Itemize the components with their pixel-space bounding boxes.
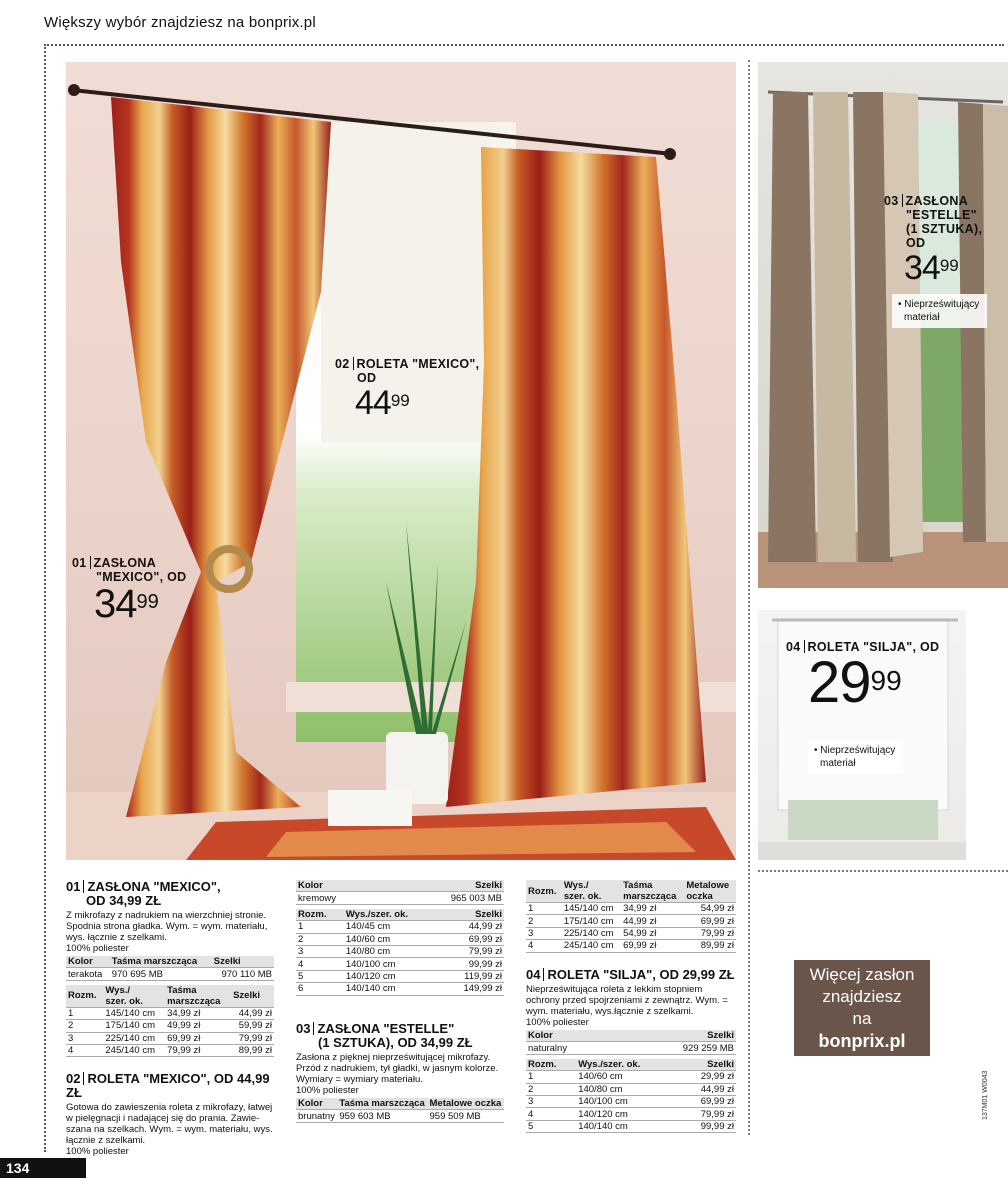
price: $29^{99}$ [808, 650, 902, 715]
table-row: 4 245/140 cm 79,99 zł 89,99 zł [68, 1045, 272, 1057]
table-row: 3 225/140 cm 69,99 zł 79,99 zł [68, 1032, 272, 1044]
size-table: Rozm. Wys./ szer. ok. Taśma marszcząca Metalowe oczka 1 145/140 cm 34,99 zł 54,99 zł 2 175/140 cm 44,99 zł 69,99 zł 3 225/140 cm 54,99 zł 79,99 zł 4 245/140 cm 69,99 zł 89,99 zł [528, 880, 734, 952]
product-04: 04 ROLETA "SILJA", OD 29,99 ZŁ Nieprześwitująca roleta z lekkim stopniem ochrony przed spojrzeniami z zewnątrz. Wym. = wym. materiału, wys.łącznie z szelkami. 100% poliester Kolor Szelki naturalny 929 259 MB Rozm. Wys./szer. ok. Szelki 1 140/60 cm 29,99 zł 2 140/80 cm 44,99 zł 3 140/100 cm 69,99 zł 4 140/120 cm 79,99 zł 5 140/140 cm 99,99 zł [526, 967, 735, 1132]
feature-note: • Nieprześwitujący materiał [892, 294, 987, 328]
price: $44^{99}$ [355, 384, 410, 422]
table-row: 2 140/80 cm 44,99 zł [528, 1083, 734, 1095]
table-row: 1 140/60 cm 29,99 zł [528, 1071, 734, 1083]
table-row: 3 225/140 cm 54,99 zł 79,99 zł [528, 927, 734, 939]
dotted-divider-horizontal [758, 870, 1008, 872]
color-table: Kolor Taśma marszcząca Metalowe oczka brunatny 959 603 MB 959 509 MB [296, 1098, 504, 1123]
color-table: Kolor Szelki kremowy 965 003 MB [298, 880, 502, 904]
catalog-code: 137M01 W0043 [982, 1070, 989, 1120]
page-number: 134 [0, 1158, 86, 1178]
table-row: 5 140/140 cm 99,99 zł [528, 1120, 734, 1132]
size-table: Rozm. Wys./szer. ok. Szelki 1 140/45 cm 44,99 zł 2 140/60 cm 69,99 zł 3 140/80 cm 79,99 zł 4 140/100 cm 99,99 zł 5 140/120 cm 119,99 zł 6 140/140 cm 149,99 zł [298, 908, 502, 995]
price: $34^{99}$ [904, 249, 959, 287]
price-tag-04 [786, 640, 940, 715]
feature-note: • Nieprześwitujący materiał [808, 740, 903, 774]
tag-number: 02 [335, 357, 350, 371]
table-row: 5 140/120 cm 119,99 zł [298, 970, 502, 982]
product-02-tables [296, 880, 504, 996]
size-table: Rozm. Wys./ szer. ok. Taśma marszcząca Szelki 1 145/140 cm 34,99 zł 44,99 zł 2 175/140 cm 49,99 zł 59,99 zł 3 225/140 cm 69,99 zł 79,99 zł 4 245/140 cm 79,99 zł 89,99 zł [68, 984, 272, 1057]
tag-title: OD [906, 236, 926, 250]
dotted-divider-vertical [748, 60, 750, 1135]
product-03-size-table [526, 880, 736, 953]
tag-number: 03 [884, 194, 899, 208]
table-row: 1 140/45 cm 44,99 zł [298, 921, 502, 933]
promo-box-bonprix[interactable]: Więcej zasłon znajdziesz na bonprix.pl [794, 960, 930, 1056]
page-header: Większy wybór znajdziesz na bonprix.pl [44, 14, 316, 31]
tag-title: "ESTELLE" [906, 208, 977, 222]
product-01: 01 ZASŁONA "MEXICO", OD 34,99 ZŁ Z mikrofazy z nadrukiem na wierzchniej stronie. Spodnia strona gładka. Wym. = wym. materiału, wys. łącznie z szelkami. 100% poliester Kolor Taśma marszcząca Szelki terakota 970 695 MB 970 110 MB Rozm. Wys./ szer. ok. Taśma marszcząca Szelki 1 145/140 cm 34,99 zł 44,99 zł 2 175/140 cm 49,99 zł 59,99 zł 3 225/140 cm 69,99 zł 79,99 zł 4 245/140 cm 79,99 zł 89,99 zł [66, 879, 272, 1057]
table-row: 3 140/100 cm 69,99 zł [528, 1096, 734, 1108]
tag-title: ROLETA "MEXICO", [356, 357, 480, 371]
table-row: 2 175/140 cm 49,99 zł 59,99 zł [68, 1020, 272, 1032]
table-row: 1 145/140 cm 34,99 zł 44,99 zł [68, 1007, 272, 1019]
size-table: Rozm. Wys./szer. ok. Szelki 1 140/60 cm 29,99 zł 2 140/80 cm 44,99 zł 3 140/100 cm 69,99 zł 4 140/120 cm 79,99 zł 5 140/140 cm 99,99 zł [528, 1058, 734, 1132]
price-tag-03 [884, 194, 982, 286]
dotted-border-top [44, 44, 1004, 46]
tag-number: 04 [786, 640, 801, 654]
tag-title: ZASŁONA [93, 556, 157, 570]
table-row: 1 145/140 cm 34,99 zł 54,99 zł [528, 903, 734, 915]
product-03: 03 ZASŁONA "ESTELLE" (1 SZTUKA), OD 34,99 ZŁ Zasłona z pięknej nieprześwitującej mikrofazy. Przód z nadrukiem, tył gładki, w jasnym kolorze. Wymiary = wymiary materiału. 100% poliester Kolor Taśma marszcząca Metalowe oczka brunatny 959 603 MB 959 509 MB [296, 1022, 511, 1123]
mexico-curtain-illustration [66, 62, 736, 860]
tag-number: 01 [72, 556, 87, 570]
tag-title: (1 SZTUKA), [906, 222, 983, 236]
color-table: Kolor Taśma marszcząca Szelki terakota 970 695 MB 970 110 MB [68, 956, 272, 980]
table-row: 3 140/80 cm 79,99 zł [298, 946, 502, 958]
table-row: 4 245/140 cm 69,99 zł 89,99 zł [528, 940, 734, 952]
price-tag-02 [335, 357, 479, 421]
table-row: 4 140/100 cm 99,99 zł [298, 958, 502, 970]
table-row: 6 140/140 cm 149,99 zł [298, 983, 502, 995]
table-row: 2 175/140 cm 44,99 zł 69,99 zł [528, 915, 734, 927]
table-row: 2 140/60 cm 69,99 zł [298, 933, 502, 945]
price: $34^{99}$ [94, 582, 159, 626]
color-table: Kolor Szelki naturalny 929 259 MB [528, 1030, 734, 1054]
tag-title: ZASŁONA [905, 194, 969, 208]
tag-title: ROLETA "SILJA", OD [807, 640, 940, 654]
mexico-curtain-photo [66, 62, 736, 860]
product-02: 02 ROLETA "MEXICO", OD 44,99 ZŁ Gotowa do zawieszenia roleta z mikrofazy, łatwej w pielęgnacji i nadającej się do prania. Zawie- szana na szelkach. Wym. = wym. materiału, wys. łącznie z szelkami. 100% poliester [66, 1071, 273, 1157]
tag-title: "MEXICO", OD [96, 570, 187, 584]
dotted-border-left [44, 44, 46, 1152]
price-tag-01 [72, 556, 186, 624]
tag-title: OD [357, 371, 377, 385]
table-row: 4 140/120 cm 79,99 zł [528, 1108, 734, 1120]
